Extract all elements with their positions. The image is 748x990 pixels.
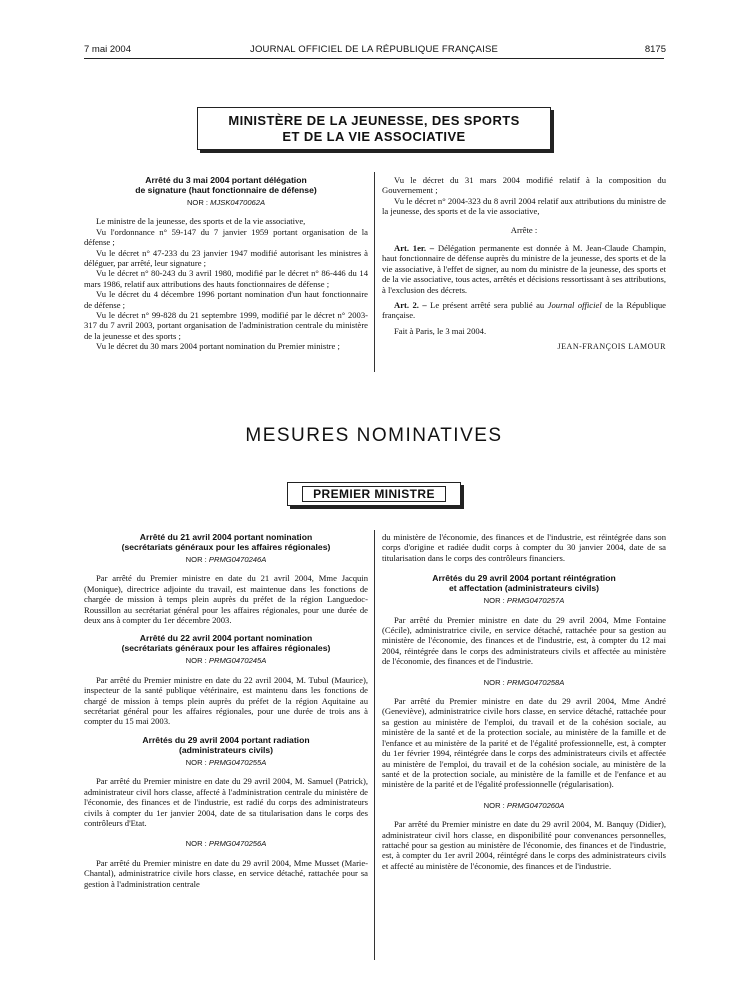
article-2 <box>382 300 666 321</box>
nor-code: PRMG0470255A <box>208 757 267 767</box>
nor-code: PRMG0470258A <box>506 677 565 687</box>
arrete-title: Arrêté du 22 avril 2004 portant nomination <box>139 633 313 644</box>
article-2-label: Art. 2. – <box>394 300 427 311</box>
arrete-text: Par arrêté du Premier ministre en date du 22 avril 2004, M. Tubul (Maurice), inspecteur de la santé publique vétérinaire, est maintenu dans les fonctions de chargé de mission à temps plein auprès du préfet de la région Aquitaine au secrétariat général pour les affaires régionales, pour une durée de trois ans à compter du 15 mai 2003. <box>84 674 368 727</box>
arrete-subtitle: (secrétariats généraux pour les affaires régionales) <box>121 542 331 552</box>
nor-code: PRMG0470256A <box>208 839 267 849</box>
ministry-line-2: ET DE LA VIE ASSOCIATIVE <box>282 129 466 144</box>
arrete-text: Par arrêté du Premier ministre en date du 29 avril 2004, Mme Musset (Marie-Chantal), administratrice civile hors classe, en service détaché, rattachée pour sa gestion à l'administration centrale <box>84 857 368 889</box>
decree-para: Vu l'ordonnance n° 59-147 du 7 janvier 1959 portant organisation de la défense ; <box>84 226 368 248</box>
header-rule <box>84 58 664 59</box>
arrete-text: Par arrêté du Premier ministre en date du 29 avril 2004, Mme Fontaine (Cécile), administratrice civile, en service détaché, rattachée pour sa gestion au ministère de l'économie, des finances et de l'industrie, est, à compter du 12 mai 2004, réintégrée dans le corps des administrateurs civils et affectée au ministère de l'économie, des finances et de l'industrie. <box>382 614 666 667</box>
arrete-subtitle: et affectation (administrateurs civils) <box>449 583 599 594</box>
decree-para: Vu le décret n° 47-233 du 23 janvier 1947 modifié autorisant les ministres à déléguer, par arrêté, leur signature ; <box>84 247 368 269</box>
signature: JEAN-FRANÇOIS LAMOUR <box>557 342 666 352</box>
nor-line: NOR : PRMG0470257A <box>483 596 565 606</box>
nor-label: NOR : <box>186 198 209 207</box>
arrete-subtitle: (administrateurs civils) <box>178 744 274 755</box>
header-journal-title: JOURNAL OFFICIEL DE LA RÉPUBLIQUE FRANÇAISE <box>250 44 499 55</box>
premier-ministre-heading <box>287 482 461 506</box>
header-page-number: 8175 <box>644 44 666 55</box>
ministry-heading <box>197 107 551 150</box>
column-divider <box>374 172 375 372</box>
decree-para: Vu le décret du 4 décembre 1996 portant nomination d'un haut fonctionnaire de défense ; <box>84 289 368 310</box>
decree-right-column <box>382 175 666 353</box>
nor-code: MJSK0470062A <box>210 198 266 207</box>
fait-line: Fait à Paris, le 3 mai 2004. <box>394 325 487 336</box>
decree-para: Le ministre de la jeunesse, des sports et de la vie associative, <box>96 216 306 227</box>
premier-ministre-label: PREMIER MINISTRE <box>302 486 446 502</box>
nor-line: NOR : PRMG0470255A <box>185 757 267 767</box>
header-date: 7 mai 2004 <box>84 44 132 55</box>
ministry-line-1: MINISTÈRE DE LA JEUNESSE, DES SPORTS <box>228 113 520 128</box>
nor-line: NOR : PRMG0470260A <box>483 800 565 810</box>
nor-code: PRMG0470260A <box>506 800 565 810</box>
section-title: MESURES NOMINATIVES <box>245 425 503 446</box>
decree-para: Vu le décret n° 80-243 du 3 avril 1980, modifié par le décret n° 86-446 du 14 mars 1986, relatif aux attributions des hauts fonctionnaires de défense ; <box>84 268 368 289</box>
article-1-text: Délégation permanente est donnée à M. Jean-Claude Champin, haut fonctionnaire de défense auprès du ministre de la jeunesse, des sports et de la vie associative, à l'effet de signer, au nom du ministre de la jeunesse, des sports et de la vie associative, tous actes, arrêtés et décisions ressortissant à ses attributions, à l'exclusion des décrets. <box>382 243 666 295</box>
lower-left-column <box>84 532 368 889</box>
nor-line: NOR : PRMG0470256A <box>185 839 267 849</box>
article-1 <box>382 243 666 295</box>
arrete-title: Arrêtés du 29 avril 2004 portant radiation <box>142 734 310 745</box>
continued-text: du ministère de l'économie, des finances et de l'industrie, est réintégrée dans son corps d'origine et radiée dudit corps à compter du 30 janvier 2004, date de sa titularisation dans le corps des contrôleurs financiers. <box>382 532 666 563</box>
arrete-subtitle: (secrétariats généraux pour les affaires régionales) <box>121 643 331 654</box>
arrete-title: Arrêtés du 29 avril 2004 portant réintégration <box>432 573 616 584</box>
article-1-label: Art. 1er. – <box>394 243 435 254</box>
arrete-text: Par arrêté du Premier ministre en date du 29 avril 2004, Mme André (Geneviève), administratrice civile hors classe, en service détaché, rattachée pour sa gestion au ministère de l'emploi, du travail et de la cohésion sociale, au ministère de la santé et de la protection sociale, au ministère de la famille et de l'enfance et au ministère de la parité et de l'égalité professionnelle, est, à compter du 1er février 1994, réintégrée dans le corps des administrateurs civils et affectée au ministère de l'emploi, du travail et de la cohésion sociale, au ministère de la santé et de la protection sociale, au ministère de la famille et de l'enfance et au ministère de la parité et de l'égalité professionnelle (régularisation). <box>382 696 666 790</box>
arrete-label: Arrête : <box>510 224 538 235</box>
nor-code: PRMG0470245A <box>208 656 267 666</box>
decree-title-1: Arrêté du 3 mai 2004 portant délégation <box>145 175 307 185</box>
arrete-text: Par arrêté du Premier ministre en date du 21 avril 2004, Mme Jacquin (Monique), directrice adjointe du travail, est maintenue dans les fonctions de chargée de mission à temps plein auprès du préfet de la région Languedoc-Roussillon au secrétariat général pour les affaires régionales, pour une durée de deux ans à compter du 1er décembre 2003. <box>84 573 368 626</box>
decree-para: Vu le décret du 31 mars 2004 modifié relatif à la composition du Gouvernement ; <box>382 175 666 196</box>
nor-code: PRMG0470246A <box>208 555 267 564</box>
decree-title-2: de signature (haut fonctionnaire de défense) <box>135 185 317 195</box>
journal-officiel-ref: Journal officiel <box>547 300 602 311</box>
decree-para: Vu le décret n° 99-828 du 21 septembre 1999, modifié par le décret n° 2003-317 du 7 avril 2003, portant organisation de l'administration centrale du ministère de la jeunesse et des sports ; <box>84 310 368 341</box>
arrete-text: Par arrêté du Premier ministre en date du 29 avril 2004, M. Samuel (Patrick), administrateur civil hors classe, affecté à l'administration centrale du ministère de l'économie, des finances et de l'industrie, est radié du corps des administrateurs civils à compter du 1er janvier 2004, date de sa titularisation dans le corps des contrôleurs d'Etat. <box>84 776 368 828</box>
nor-line: NOR : PRMG0470245A <box>185 656 267 666</box>
column-divider <box>374 530 375 960</box>
article-2-text: Le présent arrêté sera publié au <box>430 300 548 311</box>
decree-para: Vu le décret n° 2004-323 du 8 avril 2004 relatif aux attributions du ministre de la jeunesse, des sports et de la vie associative, <box>382 195 666 217</box>
article-2-text-end: de la République française. <box>382 300 666 321</box>
page-header <box>0 44 748 58</box>
decree-nor <box>84 198 368 208</box>
arrete-title: Arrêté du 21 avril 2004 portant nomination <box>139 532 313 542</box>
arrete-text: Par arrêté du Premier ministre en date du 29 avril 2004, M. Banquy (Didier), administrateur civil hors classe, en disponibilité pour convenances personnelles, rattaché pour sa gestion au ministère de l'économie, des finances et de l'industrie, est, à compter du 1er avril 2004, réintégré dans le corps des administrateurs civils et affecté au ministère de l'économie, des finances et de l'industrie. <box>382 819 666 871</box>
lower-right-column <box>382 532 666 871</box>
nor-line: NOR : PRMG0470246A <box>185 555 267 564</box>
nor-code: PRMG0470257A <box>506 596 565 606</box>
decree-para: Vu le décret du 30 mars 2004 portant nomination du Premier ministre ; <box>96 341 340 352</box>
nor-line: NOR : PRMG0470258A <box>483 677 565 687</box>
decree-left-column <box>84 175 368 352</box>
